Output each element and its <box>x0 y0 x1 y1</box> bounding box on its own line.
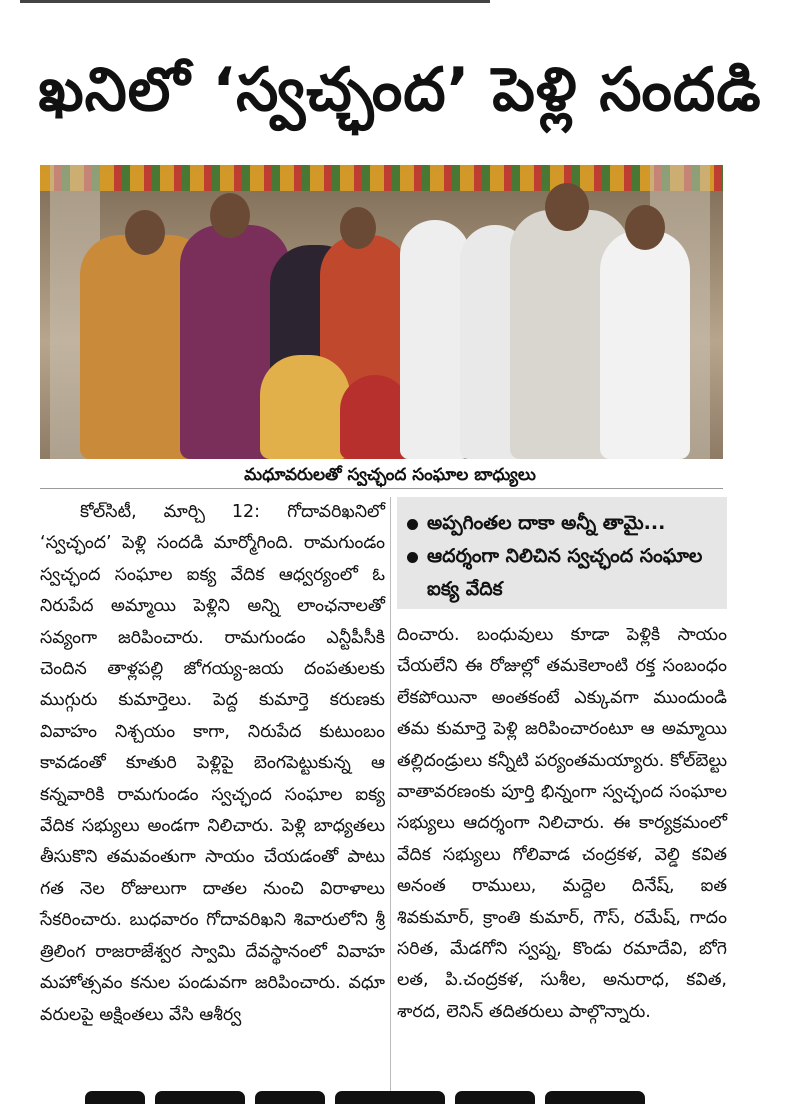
photo-garland-decoration <box>40 165 723 191</box>
highlight-item <box>405 540 719 606</box>
photo-person-head <box>340 207 376 249</box>
photo-person-head <box>545 183 589 231</box>
column-divider <box>390 497 391 1097</box>
highlight-text: ఆదర్శంగా నిలిచిన స్వచ్ఛంద సంఘాల ఐక్య వేదిక <box>427 545 703 600</box>
next-headline-cropped <box>85 1090 705 1104</box>
caption-rule <box>40 488 723 489</box>
body-paragraph: కోల్‌సిటీ, మార్చి 12: గోదావరిఖనిలో ‘స్వచ్ఛంద’ పెళ్లి సందడి మార్మోగింది. రామగుండం స్వచ్ఛంద సంఘాల ఐక్య వేదిక ఆధ్వర్యంలో ఓ నిరుపేద అమ్మాయి పెళ్లిని అన్ని లాంఛనాలతో సవ్యంగా జరిపించారు. రామగుండం ఎన్టీపీసీకి చెందిన తాళ్లపల్లి జోగయ్య-జయ దంపతులకు ముగ్గురు కుమార్తెలు. పెద్ద కుమార్తె కరుణకు వివాహం నిశ్చయం కాగా, నిరుపేద కుటుంబం కావడంతో కూతురి పెళ్లిపై బెంగపెట్టుకున్న ఆ కన్నవారికి రామగుండం స్వచ్ఛంద సంఘాల ఐక్య వేదిక సభ్యులు అండగా నిలిచారు. పెళ్లి బాధ్యతలు తీసుకొని తమవంతుగా సాయం చేయడంతో పాటు గత నెల రోజులుగా దాతల నుంచి విరాళాలు సేకరించారు. బుధవారం గోదావరిఖని శివారులోని శ్రీ త్రిలింగ రాజరాజేశ్వర స్వామి దేవస్థానంలో వివాహ మహోత్సవం కనుల పండువగా జరిపించారు. వధూ వరులపై అక్షింతలు వేసి ఆశీర్వ <box>40 502 385 1025</box>
photo-groom <box>260 355 350 459</box>
top-rule <box>20 0 490 3</box>
highlights-box <box>397 497 727 609</box>
photo-person-head <box>125 210 165 255</box>
photo-person-head <box>210 193 250 238</box>
article-column-1 <box>40 497 385 1031</box>
highlight-item <box>405 507 719 540</box>
photo-person-head <box>625 205 665 250</box>
bullet-icon <box>407 519 418 530</box>
highlight-text: అప్పగింతల దాకా అన్నీ తామై... <box>427 512 666 534</box>
body-paragraph: దించారు. బంధువులు కూడా పెళ్లికి సాయం చేయలేని ఈ రోజుల్లో తమకెలాంటి రక్త సంబంధం లేకపోయినా అంతకంటే ఎక్కువగా ముందుండి తమ కుమార్తె పెళ్లి జరిపించారంటూ ఆ అమ్మాయి తల్లిదండ్రులు కన్నీటి పర్యంతమయ్యారు. కోల్‌బెల్టు వాతావరణంకు పూర్తి భిన్నంగా స్వచ్ఛంద సంఘాల సభ్యులు ఆదర్శంగా నిలిచారు. ఈ కార్యక్రమంలో వేదిక సభ్యులు గోలివాడ చంద్రకళ, వెల్డి కవిత అనంత రాములు, మద్దెల దినేష్, ఐత శివకుమార్, క్రాంతి కుమార్, గౌస్, రమేష్, గాదం సరిత, మేడగోని స్వప్న, కొండు రమాదేవి, బోగె లత, పి.చంద్రకళ, సుశీల, అనురాధ, కవిత, శారద, లెనిన్ తదితరులు పాల్గొన్నారు. <box>397 625 727 1022</box>
photo-person <box>600 230 690 459</box>
bullet-icon <box>407 552 418 563</box>
article-column-2 <box>397 620 727 1028</box>
photo-caption: మధూవరులతో స్వచ్ఛంద సంఘాల బాధ్యులు <box>244 465 536 485</box>
article-photo <box>40 165 723 459</box>
article-headline: ఖనిలో ‘స్వచ్ఛంద’ పెళ్లి సందడి <box>38 55 762 125</box>
